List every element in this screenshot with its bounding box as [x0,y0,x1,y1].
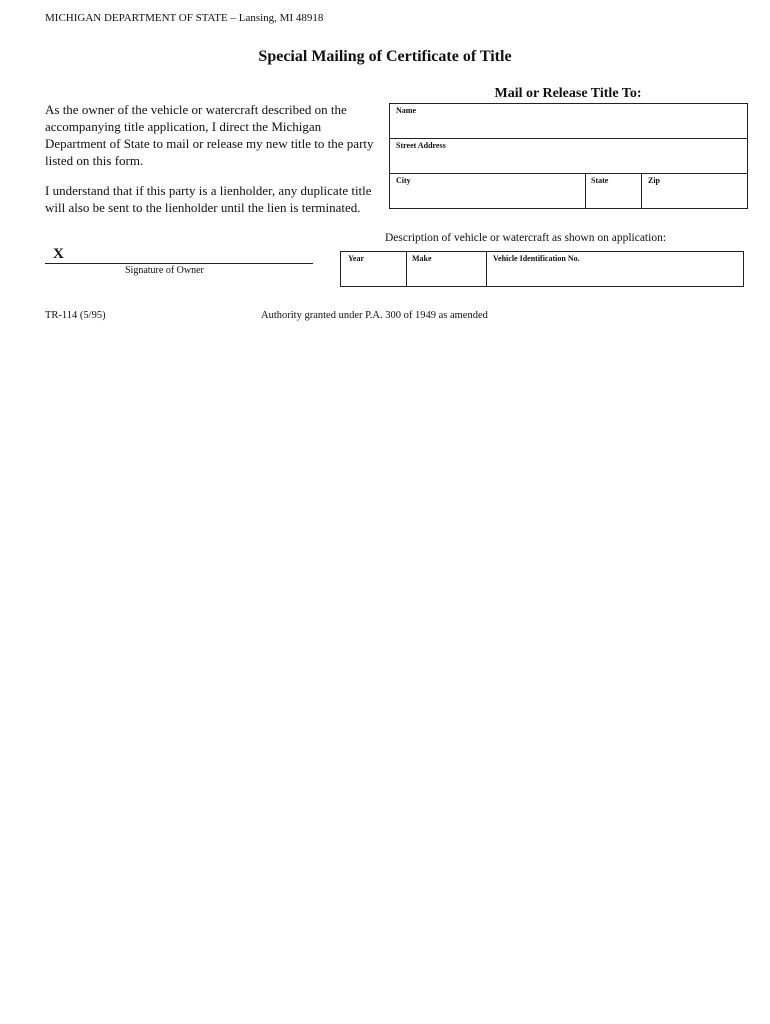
zip-field[interactable] [642,174,747,208]
make-field[interactable] [407,252,486,286]
street-address-field[interactable] [390,139,747,173]
vehicle-details-box [340,251,744,287]
document-title: Special Mailing of Certificate of Title [258,48,512,65]
instruction-paragraph-1: As the owner of the vehicle or watercraft described on the accompanying title application, I direct the Michigan Department of State to mail or release my new title to the party listed on this form. [45,102,374,168]
name-field[interactable] [390,104,747,138]
mail-address-box [389,103,748,209]
mail-section-heading: Mail or Release Title To: [494,86,642,101]
signature-line[interactable] [45,253,313,264]
authority-note: Authority granted under P.A. 300 of 1949 as amended [261,310,488,321]
vin-field-label: Vehicle Identification No. [493,254,580,263]
city-field-label: City [396,176,411,185]
form-code: TR-114 (5/95) [45,310,106,321]
instruction-paragraph-2: I understand that if this party is a lienholder, any duplicate title will also be sent to the lienholder until the lien is terminated. [45,183,372,215]
vehicle-description-caption: Description of vehicle or watercraft as shown on application: [385,232,667,244]
zip-field-label: Zip [648,176,661,185]
state-field-label: State [591,176,609,185]
year-field-label: Year [348,254,364,263]
year-field[interactable] [341,252,406,286]
city-field[interactable] [390,174,585,208]
street-address-field-label: Street Address [396,141,446,150]
signature-caption: Signature of Owner [125,265,204,276]
make-field-label: Make [412,254,432,263]
state-field[interactable] [586,174,641,208]
agency-header: MICHIGAN DEPARTMENT OF STATE – Lansing, MI 48918 [45,12,324,24]
vin-field[interactable] [487,252,743,286]
signature-mark: X [53,246,64,262]
name-field-label: Name [396,106,416,115]
